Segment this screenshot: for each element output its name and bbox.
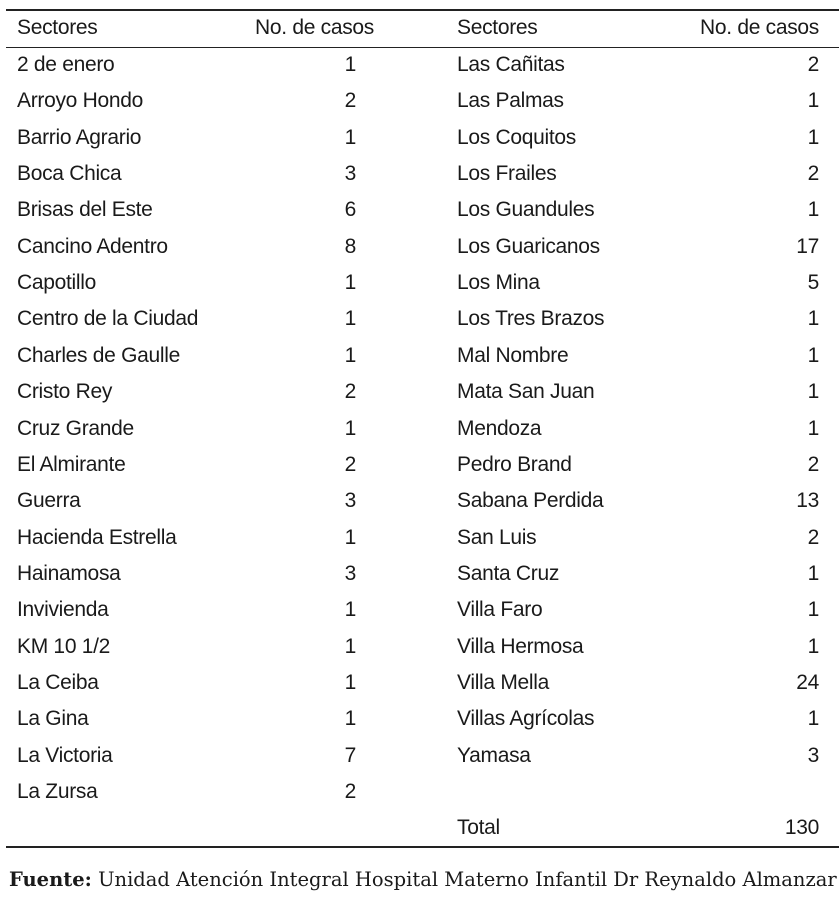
- table-row: [6, 592, 436, 628]
- table-row: [6, 338, 436, 374]
- table-row: [6, 265, 436, 301]
- table-row: [446, 447, 839, 483]
- sector-name: KM 10 1/2: [17, 634, 111, 658]
- sector-name: Villas Agrícolas: [457, 707, 595, 731]
- sector-name: Los Coquitos: [457, 125, 576, 149]
- sector-name: Centro de la Ciudad: [17, 307, 199, 331]
- case-count: 1: [807, 416, 819, 440]
- case-count: 1: [807, 598, 819, 622]
- table-row: [446, 338, 839, 374]
- sector-name: Sabana Perdida: [457, 489, 604, 513]
- table-row: [446, 629, 839, 665]
- sector-name: Los Frailes: [457, 162, 557, 186]
- case-count: 1: [344, 343, 356, 367]
- header-casos-left: No. de casos: [255, 16, 374, 39]
- table-row: [6, 629, 436, 665]
- source-label: Fuente:: [9, 868, 92, 891]
- table-row: [6, 738, 436, 774]
- table-row: [446, 192, 839, 228]
- table-row: [446, 120, 839, 156]
- sector-name: Mal Nombre: [457, 343, 569, 367]
- table-row: [446, 83, 839, 119]
- case-count: 1: [344, 416, 356, 440]
- sector-name: Los Guaricanos: [457, 234, 600, 258]
- sector-name: El Almirante: [17, 452, 126, 476]
- header-casos-right: No. de casos: [700, 16, 819, 39]
- sector-name: La Zursa: [17, 780, 98, 803]
- sector-name: Invivienda: [17, 598, 109, 622]
- case-count: 3: [807, 743, 819, 767]
- table-row: [6, 701, 436, 737]
- case-count: 1: [344, 271, 356, 295]
- table-row: [6, 120, 436, 156]
- sector-name: Boca Chica: [17, 162, 122, 186]
- case-count: 1: [807, 634, 819, 658]
- case-count: 7: [344, 743, 356, 767]
- table-row: [6, 192, 436, 228]
- case-count: 6: [344, 198, 356, 222]
- case-count: 8: [344, 234, 356, 258]
- sector-name: Cristo Rey: [17, 380, 113, 404]
- table-row: [446, 665, 839, 701]
- table-row: [6, 556, 436, 592]
- table-row: [446, 701, 839, 737]
- sector-name: Mendoza: [457, 416, 542, 440]
- case-count: 3: [344, 561, 356, 585]
- sector-name: Villa Faro: [457, 598, 543, 622]
- total-value: 130: [784, 816, 819, 839]
- table-row: [6, 229, 436, 265]
- sector-name: Brisas del Este: [17, 198, 153, 222]
- case-count: 5: [807, 271, 819, 295]
- source-note: [9, 868, 837, 891]
- case-count: 2: [807, 53, 819, 76]
- total-row: [446, 810, 839, 846]
- sector-name: Capotillo: [17, 271, 97, 295]
- case-count: 1: [807, 561, 819, 585]
- sector-name: 2 de enero: [17, 53, 115, 76]
- case-count: 1: [807, 307, 819, 331]
- table-row: [6, 156, 436, 192]
- sector-name: Las Cañitas: [457, 53, 565, 76]
- table-row: [446, 47, 839, 83]
- table-row: [446, 483, 839, 519]
- sector-name: La Ceiba: [17, 670, 99, 694]
- case-count: 1: [344, 525, 356, 549]
- case-count: 3: [344, 162, 356, 186]
- sector-name: La Gina: [17, 707, 89, 731]
- case-count: 1: [807, 707, 819, 731]
- table-row: [446, 156, 839, 192]
- case-count: 24: [796, 670, 819, 694]
- table-row: [6, 447, 436, 483]
- table-row: [446, 520, 839, 556]
- sector-name: Arroyo Hondo: [17, 89, 143, 113]
- sector-name: Barrio Agrario: [17, 125, 142, 149]
- source-text: Unidad Atención Integral Hospital Materno Infantil Dr Reynaldo Almanzar: [91, 868, 837, 891]
- sector-name: Santa Cruz: [457, 561, 560, 585]
- sector-name: La Victoria: [17, 743, 113, 767]
- case-count: 1: [807, 89, 819, 113]
- case-count: 1: [344, 634, 356, 658]
- sector-name: San Luis: [457, 525, 537, 549]
- table-row: [6, 374, 436, 410]
- case-count: 2: [344, 380, 356, 404]
- table-row: [446, 229, 839, 265]
- sector-name: Mata San Juan: [457, 380, 595, 404]
- case-count: 2: [344, 89, 356, 113]
- case-count: 1: [807, 198, 819, 222]
- case-count: 1: [344, 53, 356, 76]
- table-row: [6, 774, 436, 810]
- case-count: 2: [344, 780, 356, 803]
- table-row: [446, 301, 839, 337]
- sector-name: Villa Hermosa: [457, 634, 584, 658]
- table-row: [6, 520, 436, 556]
- table-row: [6, 47, 436, 83]
- sector-name: Las Palmas: [457, 89, 564, 113]
- case-count: 17: [796, 234, 819, 258]
- case-count: 1: [807, 125, 819, 149]
- table-row: [6, 483, 436, 519]
- table-bottom-rule: [6, 846, 839, 848]
- case-count: 1: [807, 343, 819, 367]
- case-count: 1: [807, 380, 819, 404]
- sector-name: Cruz Grande: [17, 416, 134, 440]
- sector-name: Pedro Brand: [457, 452, 572, 476]
- table-row: [6, 665, 436, 701]
- table-row: [6, 301, 436, 337]
- header-sectores-right: Sectores: [457, 16, 538, 39]
- table-row: [6, 83, 436, 119]
- sector-name: Charles de Gaulle: [17, 343, 180, 367]
- sector-name: Guerra: [17, 489, 81, 513]
- case-count: 1: [344, 125, 356, 149]
- sector-name: Hainamosa: [17, 561, 121, 585]
- table-row: [6, 411, 436, 447]
- case-count: 1: [344, 307, 356, 331]
- table-row: [446, 265, 839, 301]
- total-label: Total: [457, 816, 500, 839]
- case-count: 2: [807, 162, 819, 186]
- case-count: 13: [796, 489, 819, 513]
- case-count: 2: [344, 452, 356, 476]
- sector-name: Hacienda Estrella: [17, 525, 177, 549]
- sector-name: Los Tres Brazos: [457, 307, 605, 331]
- header-sectores-left: Sectores: [17, 16, 98, 39]
- sector-name: Yamasa: [457, 743, 531, 767]
- table-row: [446, 556, 839, 592]
- sector-name: Los Guandules: [457, 198, 595, 222]
- case-count: 1: [344, 707, 356, 731]
- case-count: 1: [344, 670, 356, 694]
- sector-name: Villa Mella: [457, 670, 550, 694]
- case-count: 3: [344, 489, 356, 513]
- case-count: 2: [807, 452, 819, 476]
- case-count: 1: [344, 598, 356, 622]
- table-row: [446, 738, 839, 774]
- sector-name: Los Mina: [457, 271, 540, 295]
- case-count: 2: [807, 525, 819, 549]
- sector-name: Cancino Adentro: [17, 234, 168, 258]
- table-row: [446, 592, 839, 628]
- table-row: [446, 374, 839, 410]
- table-row: [446, 411, 839, 447]
